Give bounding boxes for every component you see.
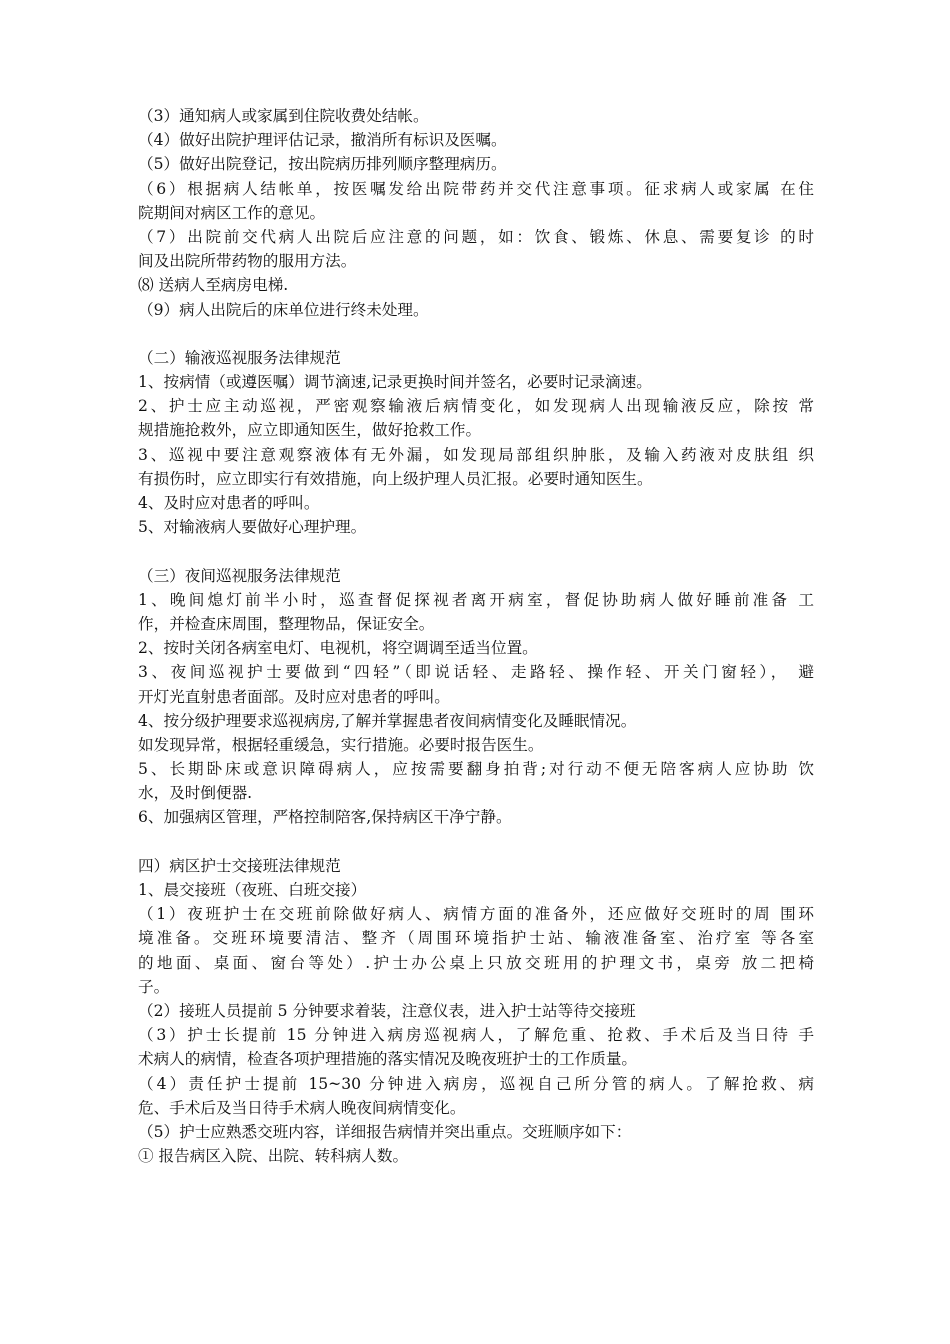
text-line: 间及出院所带药物的服用方法。 <box>138 252 357 271</box>
text-line: 境准备。交班环境要清洁、整齐（周围环境指护士站、输液准备室、治疗室 等各室 <box>138 929 814 948</box>
section-heading: （二）输液巡视服务法律规范 <box>138 348 341 367</box>
text-line: 2、护士应主动巡视，严密观察输液后病情变化，如发现病人出现输液反应，除按 常 <box>138 397 814 416</box>
blank-line <box>138 830 814 854</box>
text-line: 1、晚间熄灯前半小时，巡查督促探视者离开病室，督促协助病人做好睡前准备 工 <box>138 590 814 609</box>
text-line: （3）护士长提前 15 分钟进入病房巡视病人，了解危重、抢救、手术后及当日待 手 <box>138 1026 814 1045</box>
text-line: 院期间对病区工作的意见。 <box>138 203 326 222</box>
text-line: 有损伤时，应立即实行有效措施，向上级护理人员汇报。必要时通知医生。 <box>138 469 653 488</box>
text-line: 的地面、桌面、窗台等处）.护士办公桌上只放交班用的护理文书，桌旁 放二把椅 <box>138 953 814 972</box>
text-line: 1、晨交接班（夜班、白班交接） <box>138 881 367 899</box>
text-line: 水，及时倒便器. <box>138 784 253 803</box>
text-line: （1）夜班护士在交班前除做好病人、病情方面的准备外，还应做好交班时的周 围环 <box>138 905 814 924</box>
text-line: 术病人的病情，检查各项护理措施的落实情况及晚夜班护士的工作质量。 <box>138 1050 638 1069</box>
text-line: （6）根据病人结帐单，按医嘱发给出院带药并交代注意事项。征求病人或家属 在住 <box>138 179 814 198</box>
text-line: 3、巡视中要注意观察液体有无外漏，如发现局部组织肿胀，及输入药液对皮肤组 织 <box>138 445 814 464</box>
text-line: 1、按病情（或遵医嘱）调节滴速,记录更换时间并签名，必要时记录滴速。 <box>138 373 652 392</box>
text-line: （5）护士应熟悉交班内容，详细报告病情并突出重点。交班顺序如下： <box>138 1122 632 1141</box>
text-line: 2、按时关闭各病室电灯、电视机，将空调调至适当位置。 <box>138 639 538 658</box>
text-line: 开灯光直射患者面部。及时应对患者的呼叫。 <box>138 687 450 706</box>
text-line: （3）通知病人或家属到住院收费处结帐。 <box>138 107 429 125</box>
text-line: 危、手术后及当日待手术病人晚夜间病情变化。 <box>138 1098 466 1117</box>
text-line: （2）接班人员提前 5 分钟要求着装，注意仪表，进入护士站等待交接班 <box>138 1001 636 1020</box>
text-line: （4）做好出院护理评估记录，撤消所有标识及医嘱。 <box>138 131 507 150</box>
text-line: （9）病人出院后的床单位进行终未处理。 <box>138 300 429 319</box>
document-page <box>138 104 814 1168</box>
text-line: （5）做好出院登记，按出院病历排列顺序整理病历。 <box>138 155 507 174</box>
section-heading: （三）夜间巡视服务法律规范 <box>138 566 341 585</box>
text-line: 规措施抢救外，应立即通知医生，做好抢救工作。 <box>138 421 482 440</box>
section-heading: 四）病区护士交接班法律规范 <box>138 856 341 875</box>
text-line: 作，并检查床周围，整理物品，保证安全。 <box>138 614 435 633</box>
text-line: ⑻ 送病人至病房电梯. <box>138 276 289 295</box>
text-line: 5、长期卧床或意识障碍病人，应按需要翻身拍背;对行动不便无陪客病人应协助 饮 <box>138 760 814 779</box>
text-line: （7）出院前交代病人出院后应注意的问题，如：饮食、锻炼、休息、需要复诊 的时 <box>138 227 814 246</box>
text-line: 4、按分级护理要求巡视病房,了解并掌握患者夜间病情变化及睡眠情况。 <box>138 711 637 730</box>
text-line: ① 报告病区入院、出院、转科病人数。 <box>138 1147 409 1166</box>
text-line: 3、夜间巡视护士要做到“四轻”（即说话轻、走路轻、操作轻、开关门窗轻）， 避 <box>138 663 814 682</box>
text-line: 如发现异常，根据轻重缓急，实行措施。必要时报告医生。 <box>138 735 544 754</box>
blank-line <box>138 539 814 563</box>
text-line: 6、加强病区管理，严格控制陪客,保持病区干净宁静。 <box>138 808 512 827</box>
text-line: 4、及时应对患者的呼叫。 <box>138 494 320 512</box>
text-line: 5、对输液病人要做好心理护理。 <box>138 518 367 537</box>
blank-line <box>138 322 814 346</box>
text-line: （4）责任护士提前 15~30 分钟进入病房，巡视自己所分管的病人。了解抢救、病 <box>138 1074 814 1093</box>
text-line: 子。 <box>138 977 170 996</box>
